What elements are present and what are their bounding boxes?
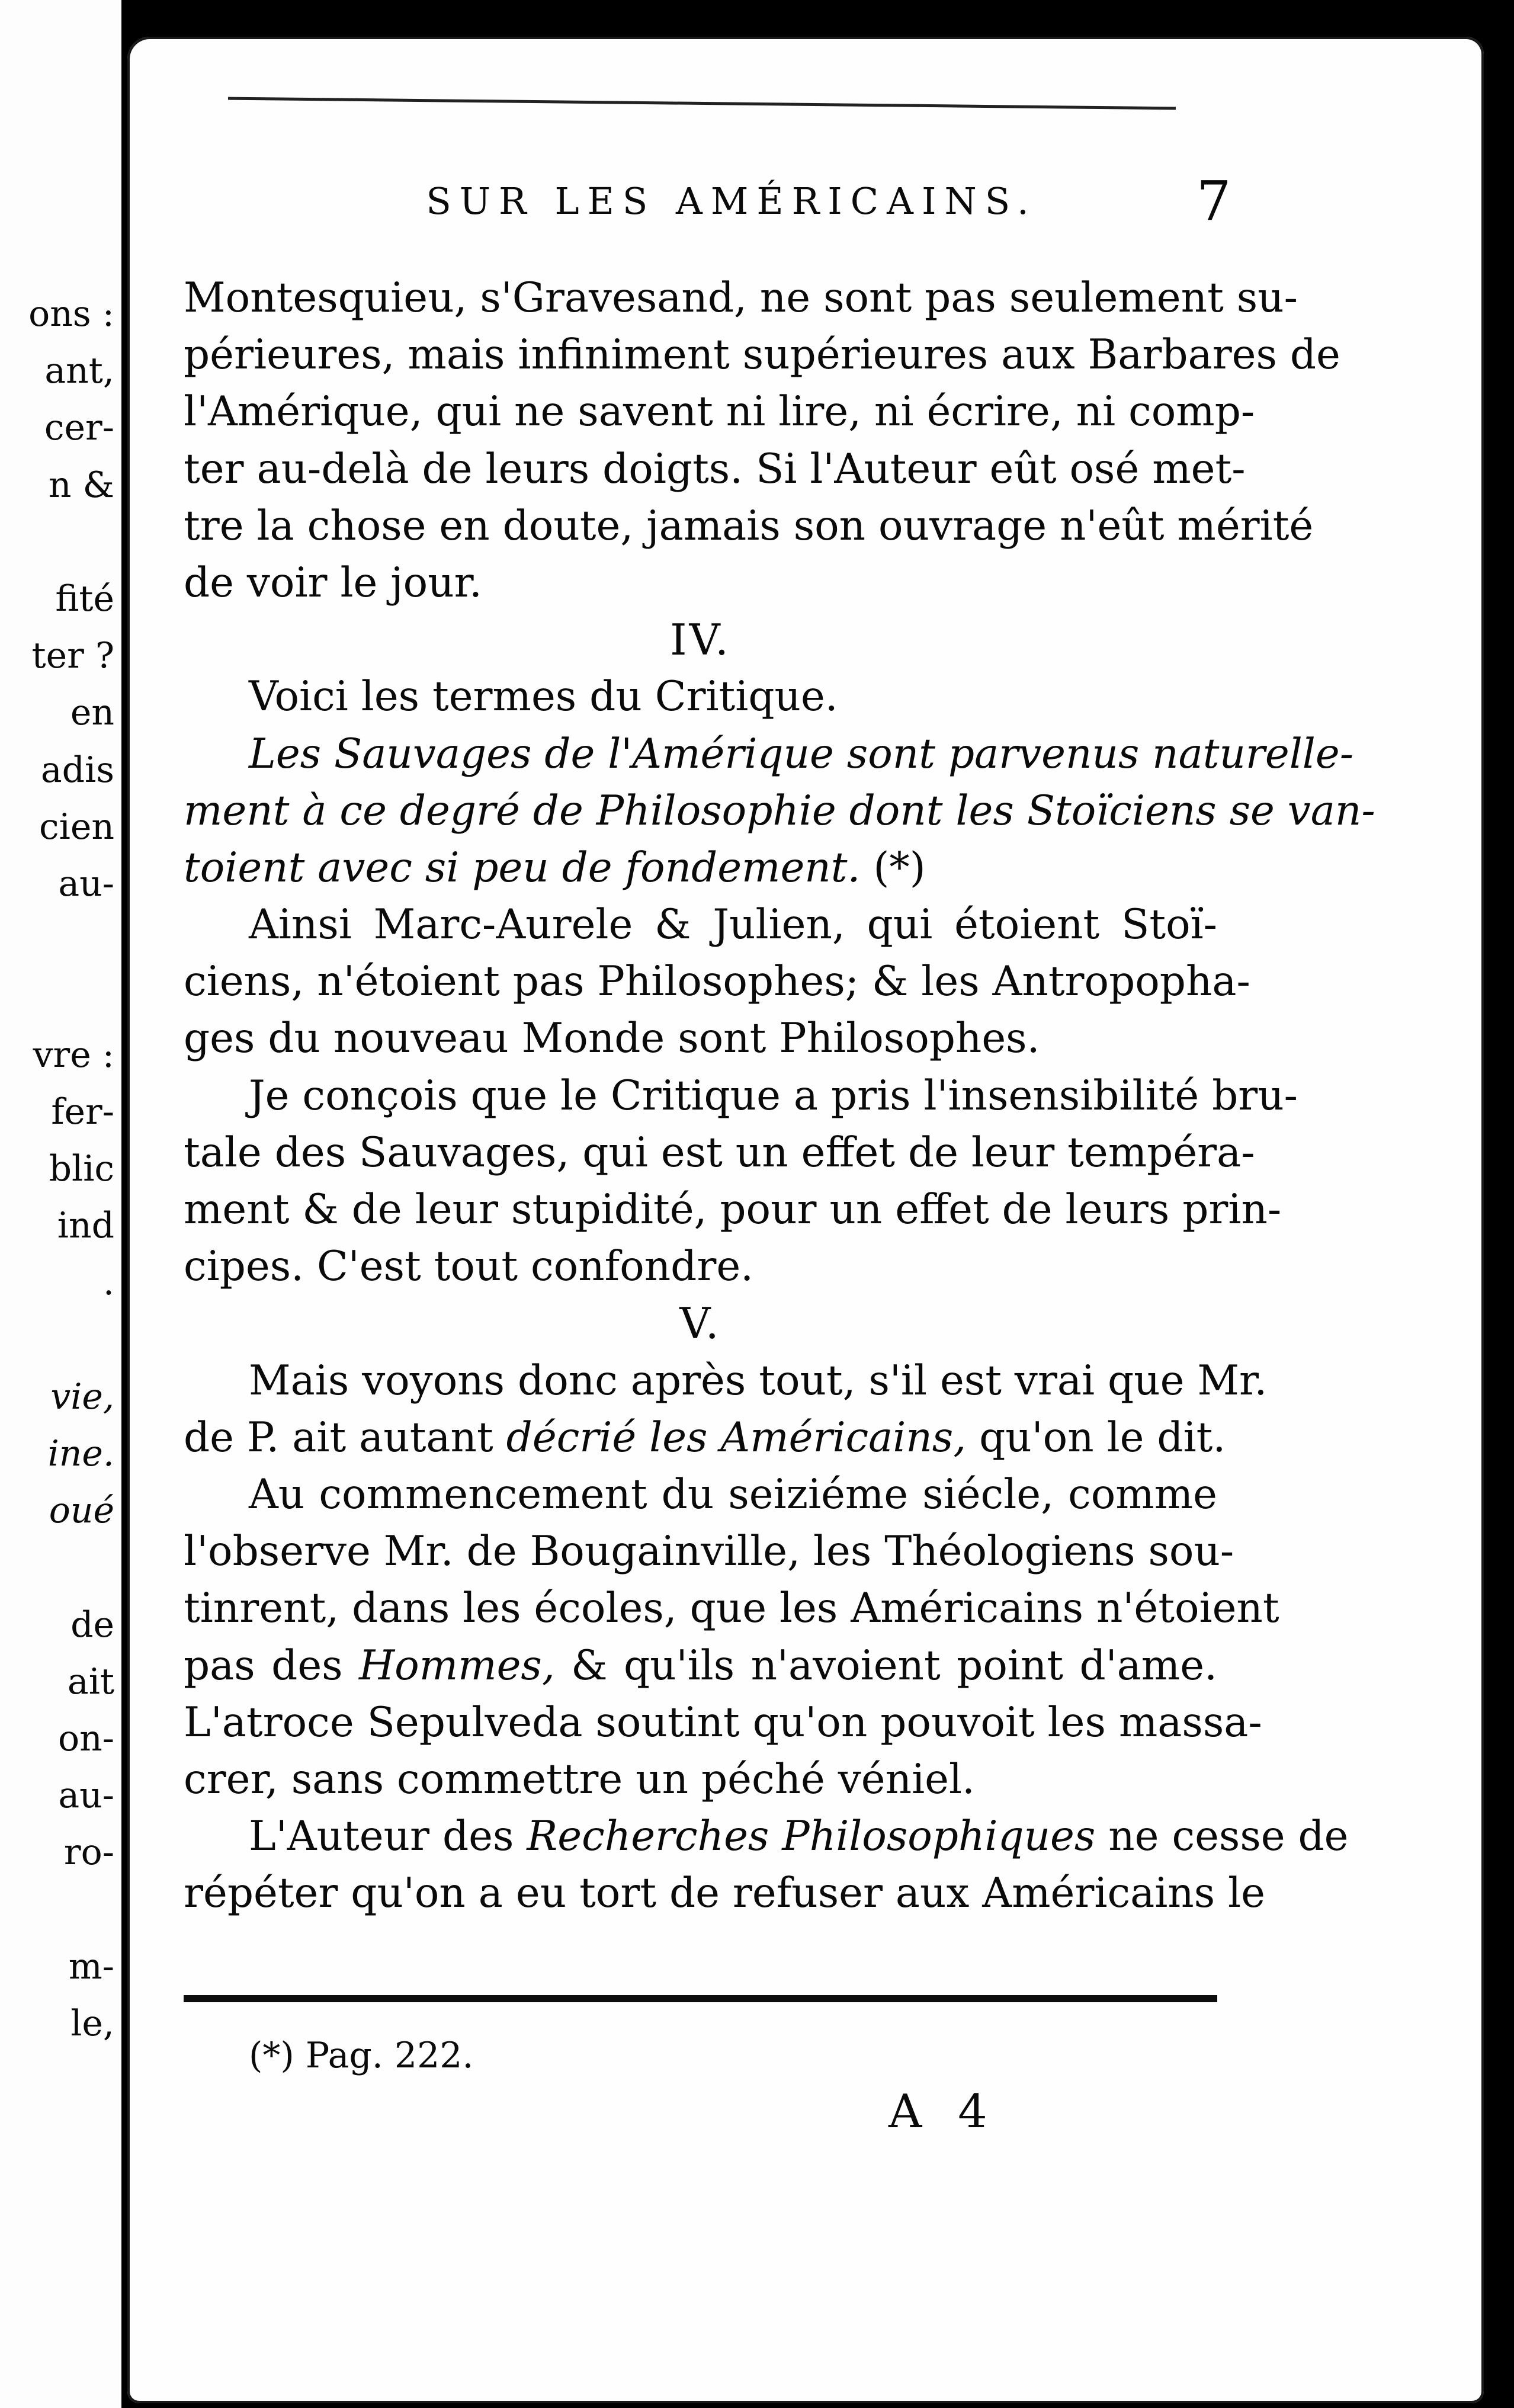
italic-text: toient avec si peu de fondement.: [184, 844, 861, 892]
previous-page-line: de: [70, 1604, 114, 1646]
text-segment: tale des Sauvages, qui est un effet de leur tempéra-: [184, 1128, 1255, 1176]
text-segment: tre la chose en doute, jamais son ouvrage n'eût mérité: [184, 502, 1314, 550]
text-line: [184, 498, 1314, 554]
text-segment: qu'on le dit.: [966, 1413, 1226, 1461]
text-line: [184, 326, 1340, 383]
previous-page-line: ant,: [44, 350, 114, 392]
footnote-rule: [184, 1995, 1217, 2002]
text-segment: Montesquieu, s'Gravesand, ne sont pas seulement su-: [184, 274, 1298, 322]
text-line: [184, 726, 1354, 783]
previous-page-line: ind: [57, 1205, 114, 1247]
text-segment: pas des: [184, 1641, 359, 1689]
previous-page-line: ait: [67, 1660, 114, 1702]
previous-page-line: .: [102, 1262, 114, 1304]
italic-text: Les Sauvages de l'Amérique sont parvenus naturelle-: [249, 730, 1354, 778]
previous-page-line: ro-: [63, 1832, 114, 1874]
text-line: [184, 554, 1217, 611]
previous-page-line: fité: [55, 578, 114, 620]
text-segment: ciens, n'étoient pas Philosophes; & les Antropopha-: [184, 958, 1250, 1006]
text-line: [184, 953, 1250, 1010]
italic-text: Hommes,: [359, 1641, 555, 1689]
previous-page-line: vie,: [50, 1375, 114, 1418]
text-line: [184, 441, 1246, 498]
text-line: [184, 839, 1217, 896]
text-segment: Au commencement du seiziéme siécle, comme: [249, 1470, 1217, 1518]
text-segment: L'Auteur des: [249, 1813, 527, 1861]
text-line: [184, 1409, 1226, 1466]
text-line: [184, 1637, 1217, 1694]
text-segment: Ainsi Marc-Aurele & Julien, qui étoient Stoï-: [249, 901, 1217, 949]
previous-page-line: cien: [39, 806, 114, 848]
text-line: [184, 1523, 1234, 1580]
text-line: [184, 270, 1298, 326]
previous-page-edge: [0, 0, 121, 2408]
text-segment: ne cesse de: [1095, 1813, 1349, 1861]
text-line: [184, 896, 1217, 953]
text-segment: l'Amérique, qui ne savent ni lire, ni écrire, ni comp-: [184, 388, 1255, 436]
text-segment: crer, sans commettre un péché véniel.: [184, 1755, 975, 1803]
running-head: SUR LES AMÉRICAINS.: [426, 179, 1037, 223]
text-line: [184, 1808, 1349, 1865]
page-top-shadow: [228, 97, 1176, 110]
text-line: [184, 1865, 1265, 1922]
previous-page-line: ine.: [47, 1433, 114, 1474]
previous-page-line: on-: [57, 1718, 114, 1759]
text-line: [184, 668, 1217, 725]
previous-page-line: cer-: [44, 407, 114, 449]
text-line: [184, 1124, 1255, 1181]
footnote: (*) Pag. 222.: [249, 2035, 474, 2076]
section-number: V.: [679, 1298, 721, 1349]
text-segment: tinrent, dans les écoles, que les Américains n'étoient: [184, 1585, 1279, 1633]
page-number: 7: [1197, 169, 1231, 233]
text-segment: Voici les termes du Critique.: [249, 673, 838, 721]
text-segment: ter au-delà de leurs doigts. Si l'Auteur eût osé met-: [184, 445, 1246, 493]
text-line: [184, 1238, 1217, 1295]
text-line: [184, 783, 1375, 839]
text-line: [184, 1067, 1298, 1124]
text-line: [184, 1352, 1268, 1409]
previous-page-line: oué: [49, 1490, 114, 1532]
text-segment: Mais voyons donc après tout, s'il est vrai que Mr.: [249, 1357, 1268, 1405]
text-line: [184, 1466, 1217, 1523]
text-line: [184, 383, 1255, 440]
previous-page-line: au-: [58, 863, 114, 905]
text-segment: Je conçois que le Critique a pris l'insensibilité bru-: [249, 1072, 1298, 1120]
body-text: [184, 270, 1375, 1922]
text-segment: (*): [860, 844, 926, 892]
previous-page-line: le,: [70, 2003, 114, 2044]
text-segment: ment & de leur stupidité, pour un effet de leurs prin-: [184, 1186, 1282, 1233]
text-segment: & qu'ils n'avoient point d'ame.: [554, 1641, 1217, 1689]
signature-mark: A 4: [888, 2085, 998, 2138]
previous-page-line: m-: [68, 1945, 114, 1987]
text-segment: répéter qu'on a eu tort de refuser aux Américains le: [184, 1870, 1265, 1918]
text-line: [184, 1580, 1279, 1637]
text-segment: ges du nouveau Monde sont Philosophes.: [184, 1015, 1040, 1063]
text-line: [184, 1694, 1262, 1751]
text-segment: périeures, mais infiniment supérieures aux Barbares de: [184, 331, 1340, 379]
previous-page-line: en: [70, 692, 114, 734]
previous-page-line: vre :: [33, 1034, 114, 1076]
text-segment: cipes. C'est tout confondre.: [184, 1243, 754, 1291]
previous-page-line: adis: [40, 749, 114, 791]
previous-page-line: au-: [58, 1775, 114, 1817]
previous-page-line: fer-: [51, 1091, 114, 1133]
italic-text: Recherches Philosophiques: [527, 1813, 1096, 1861]
section-number: IV.: [670, 615, 731, 665]
text-line: [184, 1751, 1217, 1808]
text-line: [184, 1010, 1217, 1067]
text-line: [184, 1181, 1282, 1238]
italic-text: décrié les Américains,: [506, 1413, 967, 1461]
text-segment: de P. ait autant: [184, 1413, 506, 1461]
previous-page-line: ons :: [28, 293, 114, 335]
previous-page-line: blic: [49, 1148, 114, 1189]
previous-page-line: n &: [48, 464, 114, 506]
text-segment: de voir le jour.: [184, 559, 482, 607]
text-segment: l'observe Mr. de Bougainville, les Théologiens sou-: [184, 1528, 1234, 1576]
previous-page-line: ter ?: [31, 635, 114, 677]
text-segment: L'atroce Sepulveda soutint qu'on pouvoit les massa-: [184, 1698, 1262, 1746]
italic-text: ment à ce degré de Philosophie dont les Stoïciens se van-: [184, 787, 1375, 835]
